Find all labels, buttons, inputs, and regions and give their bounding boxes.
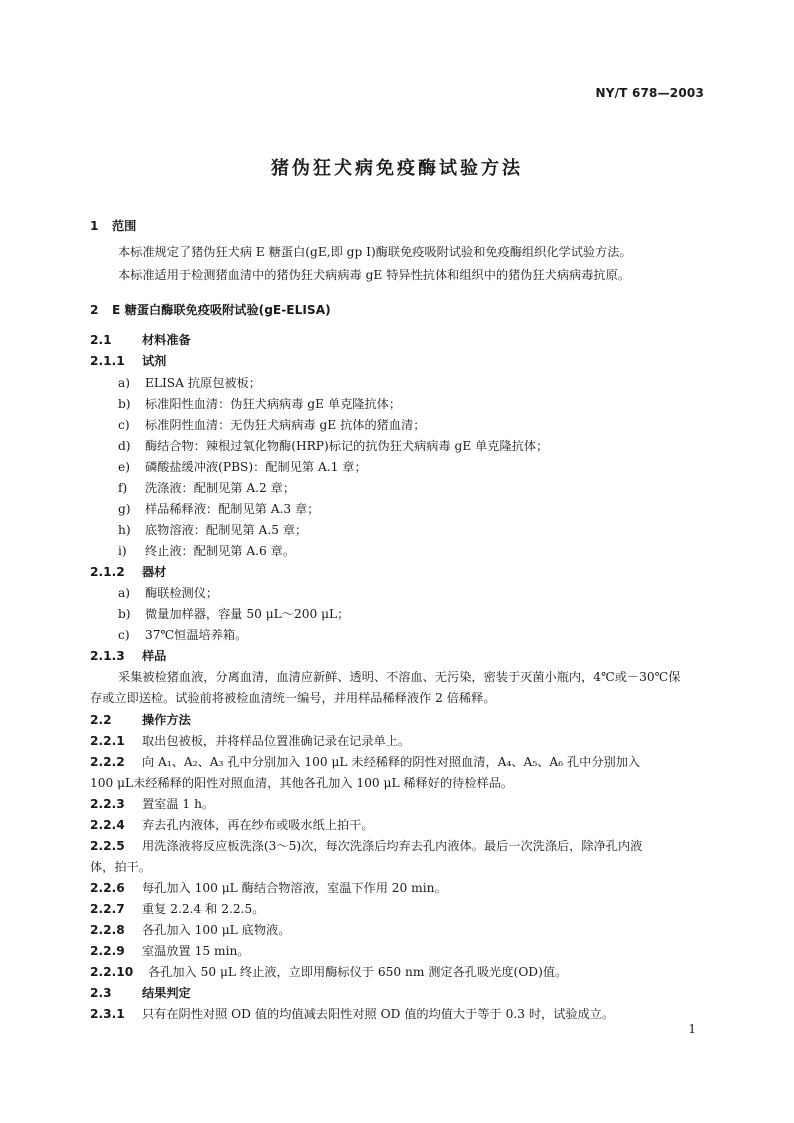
list-item: d) 酶结合物：辣根过氧化物酶(HRP)标记的抗伪狂犬病病毒 gE 单克隆抗体； <box>118 439 549 453</box>
step-2-2-6: 2.2.6 每孔加入 100 μL 酶结合物溶液，室温下作用 20 min。 <box>90 881 447 895</box>
step-2-2-3: 2.2.3 置室温 1 h。 <box>90 797 215 811</box>
step-2-2-5-continued: 体，拍干。 <box>90 860 151 874</box>
list-item: a) 酶联检测仪； <box>118 586 219 600</box>
section-1-paragraph-1: 本标准规定了猪伪狂犬病 E 糖蛋白(gE,即 gp Ⅰ)酶联免疫吸附试验和免疫酶组织化学试验方法。 <box>118 245 632 259</box>
section-2-2-heading: 2.2 操作方法 <box>90 713 191 727</box>
list-item: f) 洗涤液：配制见第 A.2 章； <box>118 481 296 495</box>
section-2-1-1-heading: 2.1.1 试剂 <box>90 354 167 368</box>
list-item: e) 磷酸盐缓冲液(PBS)：配制见第 A.1 章； <box>118 460 367 474</box>
section-2-3-heading: 2.3 结果判定 <box>90 986 191 1000</box>
list-item: h) 底物溶液：配制见第 A.5 章； <box>118 523 308 537</box>
section-2-1-heading: 2.1 材料准备 <box>90 333 191 347</box>
standard-number: NY/T 678—2003 <box>595 86 704 100</box>
section-1-heading: 1 范围 <box>90 219 137 233</box>
paragraph-line: 存或立即送检。试验前将被检血清统一编号，并用样品稀释液作 2 倍稀释。 <box>90 691 496 705</box>
step-2-2-9: 2.2.9 室温放置 15 min。 <box>90 944 250 958</box>
step-2-2-2-continued: 100 μL未经稀释的阳性对照血清，其他各孔加入 100 μL 稀释好的待检样品。 <box>90 776 514 790</box>
step-2-2-5: 2.2.5 用洗涤液将反应板洗涤(3～5)次，每次洗涤后均弃去孔内液体。最后一次洗涤后，除净孔内液 <box>90 839 643 853</box>
list-item: a) ELISA 抗原包被板； <box>118 376 261 390</box>
list-item: i) 终止液：配制见第 A.6 章。 <box>118 544 296 558</box>
step-2-2-1: 2.2.1 取出包被板，并将样品位置准确记录在记录单上。 <box>90 734 411 748</box>
step-2-2-8: 2.2.8 各孔加入 100 μL 底物液。 <box>90 923 291 937</box>
list-item: b) 微量加样器，容量 50 μL～200 μL； <box>118 607 350 621</box>
list-item: c) 标准阴性血清：无伪狂犬病病毒 gE 抗体的猪血清； <box>118 418 426 432</box>
page-number: 1 <box>688 1022 696 1036</box>
list-item: b) 标准阳性血清：伪狂犬病病毒 gE 单克隆抗体； <box>118 397 402 411</box>
section-1-paragraph-2: 本标准适用于检测猪血清中的猪伪狂犬病病毒 gE 特异性抗体和组织中的猪伪狂犬病病毒抗原。 <box>118 268 630 282</box>
paragraph-line: 采集被检猪血液，分离血清，血清应新鲜、透明、不溶血、无污染，密装于灭菌小瓶内，4℃或－30℃保 <box>118 670 681 684</box>
step-2-2-4: 2.2.4 弃去孔内液体，再在纱布或吸水纸上拍干。 <box>90 818 374 832</box>
step-2-3-1: 2.3.1 只有在阴性对照 OD 值的均值减去阳性对照 OD 值的均值大于等于 0.3 时，试验成立。 <box>90 1007 615 1021</box>
step-2-2-7: 2.2.7 重复 2.2.4 和 2.2.5。 <box>90 902 265 916</box>
document-title: 猪伪狂犬病免疫酶试验方法 <box>271 158 523 179</box>
section-2-1-3-heading: 2.1.3 样品 <box>90 649 167 663</box>
step-2-2-10: 2.2.10 各孔加入 50 μL 终止液，立即用酶标仪于 650 nm 测定各孔吸光度(OD)值。 <box>90 965 568 979</box>
list-item: g) 样品稀释液：配制见第 A.3 章； <box>118 502 320 516</box>
section-2-heading: 2 E 糖蛋白酶联免疫吸附试验(gE-ELISA) <box>90 303 331 317</box>
list-item: c) 37℃恒温培养箱。 <box>118 628 248 642</box>
step-2-2-2: 2.2.2 向 A₁、A₂、A₃ 孔中分别加入 100 μL 未经稀释的阴性对照血清，A₄、A₅、A₆ 孔中分别加入 <box>90 755 641 769</box>
section-2-1-2-heading: 2.1.2 器材 <box>90 565 167 579</box>
